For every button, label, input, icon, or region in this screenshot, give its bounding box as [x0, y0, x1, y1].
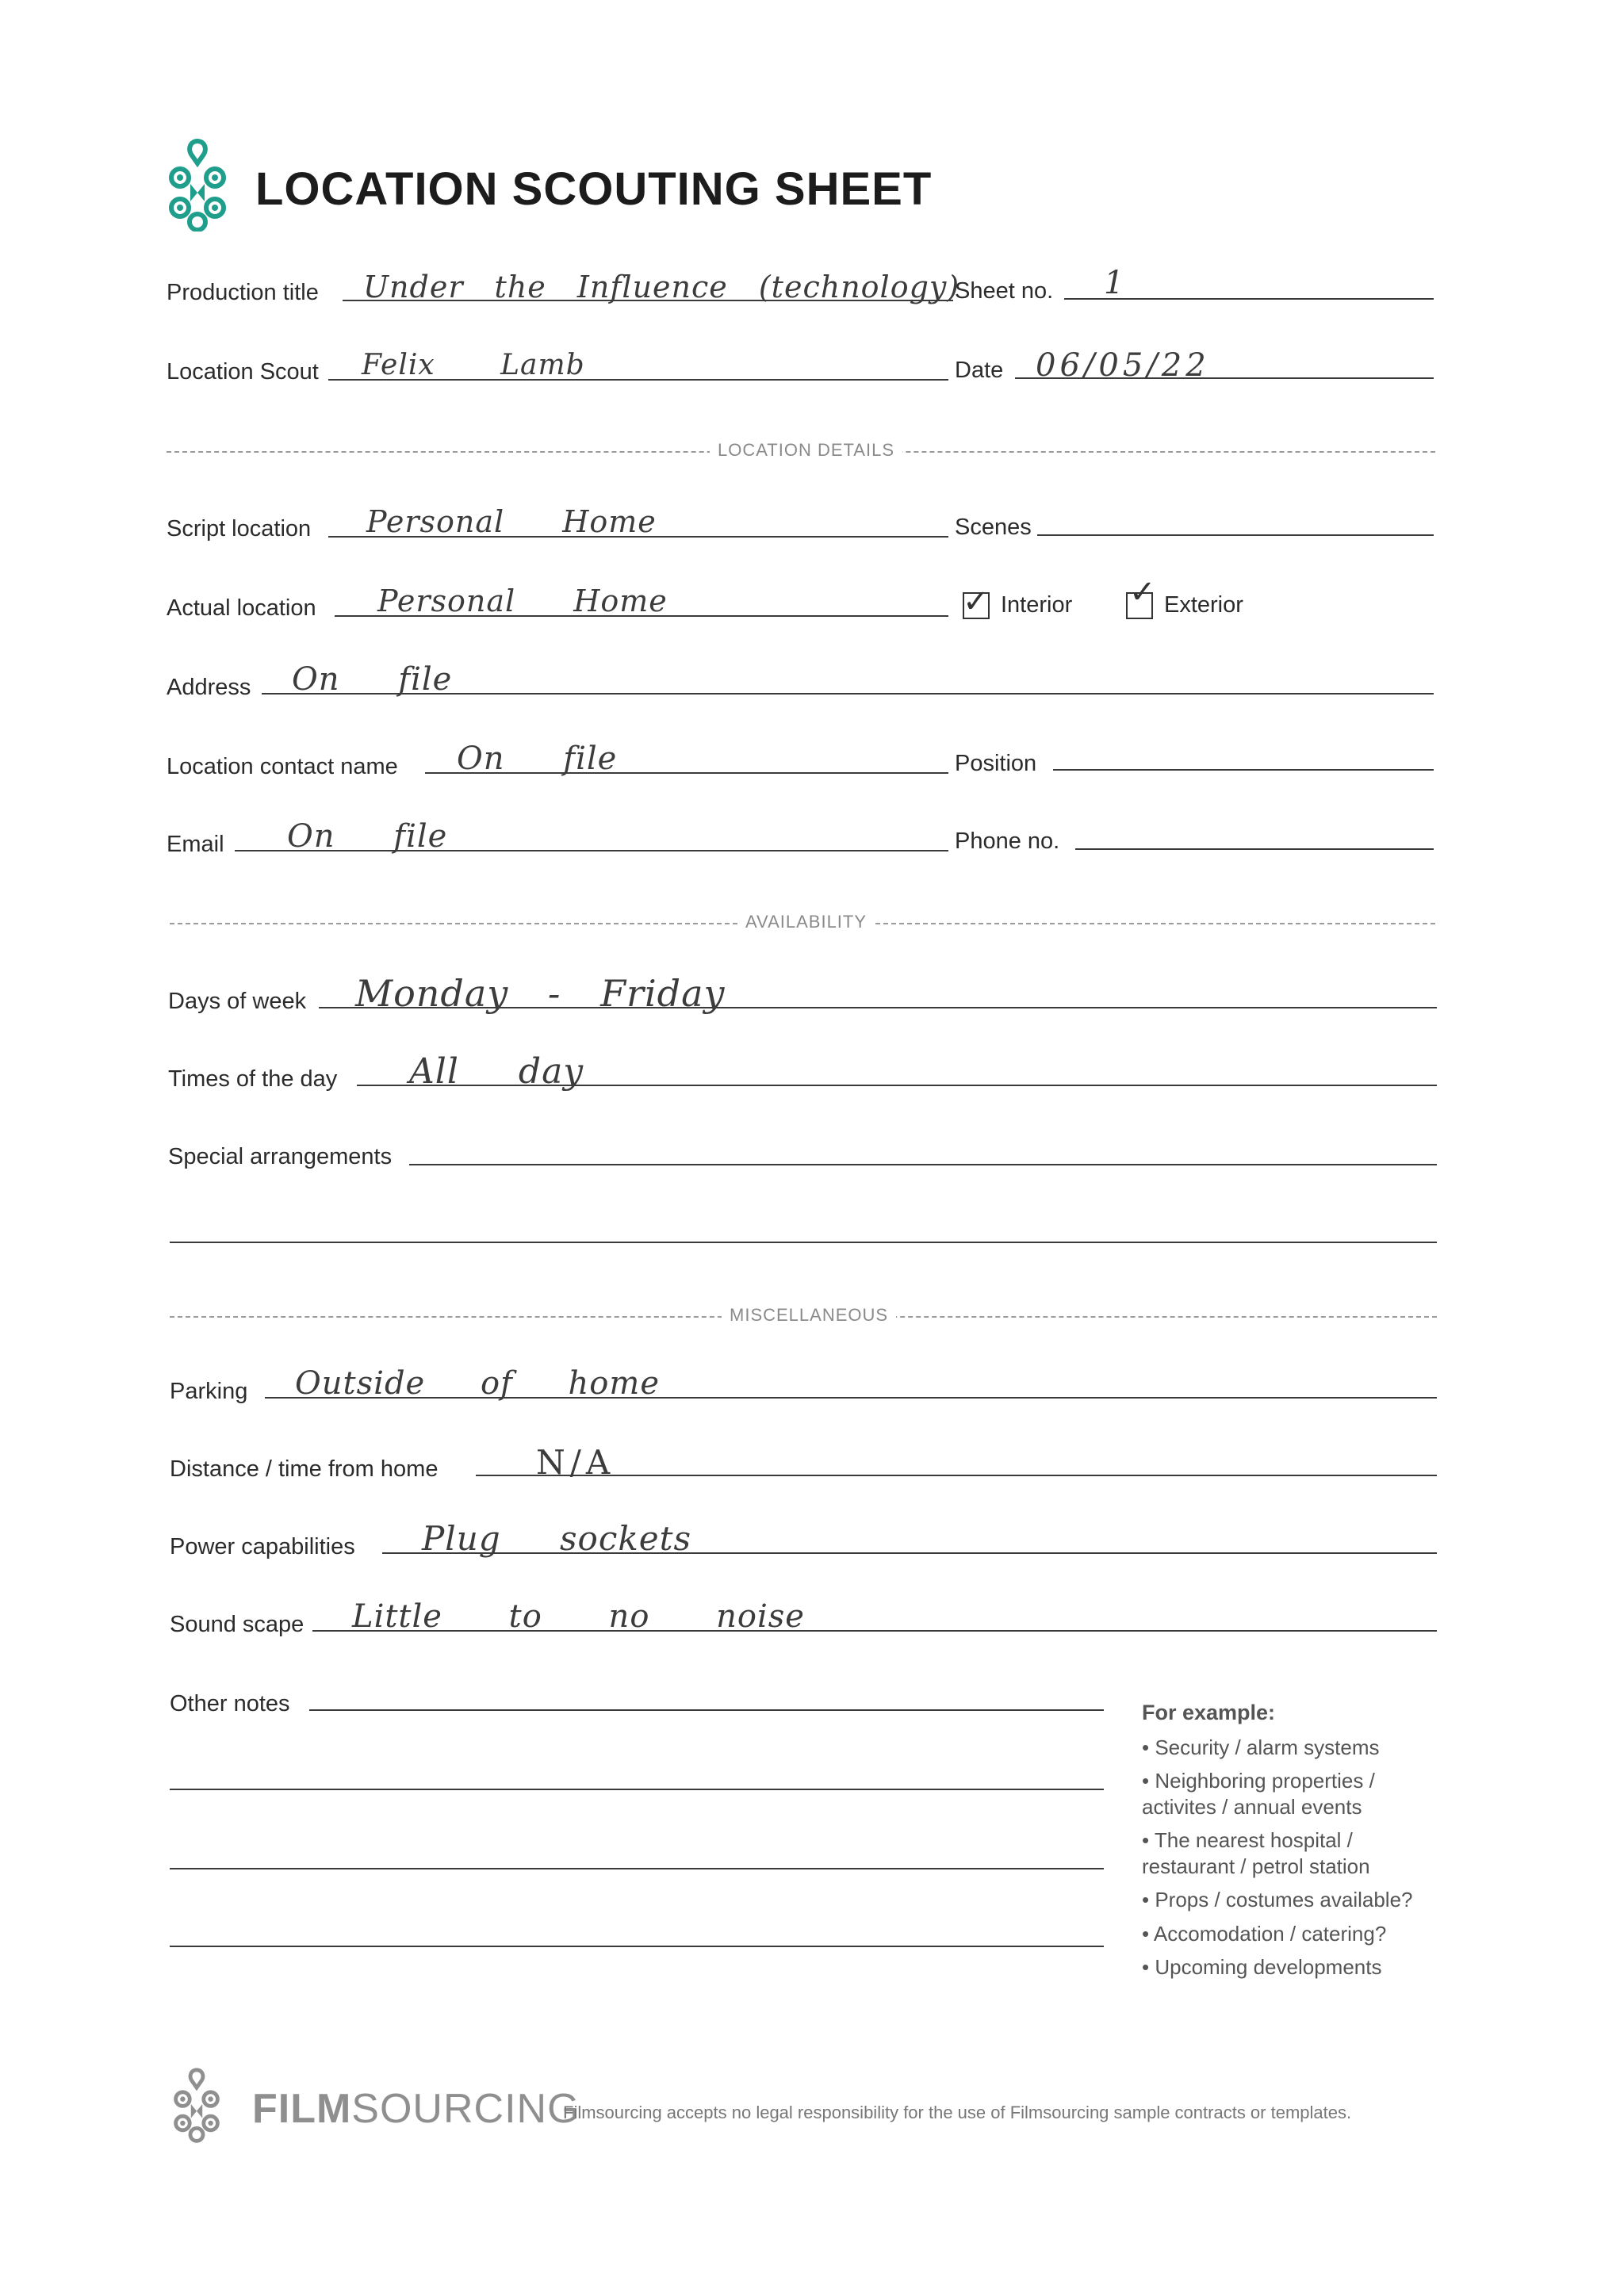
- section-location-details: LOCATION DETAILS: [710, 440, 902, 461]
- section-miscellaneous: MISCELLANEOUS: [722, 1305, 896, 1326]
- position-label: Position: [955, 751, 1037, 776]
- example-item: • Props / costumes available?: [1142, 1888, 1413, 1911]
- parking-field[interactable]: Outside of home: [295, 1365, 660, 1402]
- date-field[interactable]: 06/05/22: [1036, 347, 1210, 384]
- other-notes-line-4[interactable]: [170, 1946, 1104, 1947]
- parking-label: Parking: [170, 1379, 248, 1404]
- script-location-label: Script location: [167, 516, 312, 541]
- example-item: • Security / alarm systems: [1142, 1735, 1380, 1759]
- filmsourcing-footer-logo-icon: [168, 2064, 225, 2144]
- days-of-week-field[interactable]: Monday - Friday: [355, 972, 726, 1015]
- special-arrangements-label: Special arrangements: [168, 1144, 393, 1169]
- contact-name-field[interactable]: On file: [457, 740, 618, 777]
- example-item: • Accomodation / catering?: [1142, 1922, 1387, 1946]
- actual-location-label: Actual location: [167, 595, 316, 621]
- phone-label: Phone no.: [955, 828, 1060, 854]
- power-field[interactable]: Plug sockets: [422, 1519, 692, 1558]
- footer-disclaimer: Filmsourcing accepts no legal responsibility for the use of Filmsourcing sample contracts or templates.: [563, 2103, 1352, 2122]
- days-of-week-label: Days of week: [168, 989, 307, 1014]
- times-of-day-label: Times of the day: [168, 1066, 338, 1092]
- distance-label: Distance / time from home: [170, 1456, 439, 1482]
- exterior-label: Exterior: [1164, 592, 1243, 618]
- page-title: LOCATION SCOUTING SHEET: [255, 163, 933, 215]
- other-notes-label: Other notes: [170, 1691, 290, 1716]
- exterior-check-icon: ✓: [1129, 574, 1156, 610]
- email-label: Email: [167, 832, 224, 857]
- other-notes-line-2[interactable]: [170, 1789, 1104, 1790]
- soundscape-label: Sound scape: [170, 1612, 304, 1637]
- interior-check-icon: ✓: [963, 584, 990, 620]
- example-item: • The nearest hospital /: [1142, 1828, 1353, 1852]
- special-arrangements-line-2[interactable]: [170, 1242, 1437, 1243]
- date-label: Date: [955, 358, 1004, 383]
- example-item: activites / annual events: [1142, 1795, 1362, 1819]
- address-field[interactable]: On file: [292, 661, 453, 698]
- email-field[interactable]: On file: [287, 818, 448, 855]
- location-scout-field[interactable]: Felix Lamb: [362, 349, 585, 381]
- distance-field[interactable]: N/A: [536, 1443, 615, 1482]
- actual-location-field[interactable]: Personal Home: [377, 584, 668, 618]
- example-item: restaurant / petrol station: [1142, 1854, 1370, 1878]
- soundscape-field[interactable]: Little to no noise: [352, 1598, 805, 1635]
- example-item: • Upcoming developments: [1142, 1955, 1382, 1979]
- section-availability: AVAILABILITY: [737, 912, 875, 932]
- filmsourcing-logo-icon: [162, 136, 233, 232]
- sheet-no-field[interactable]: 1: [1104, 265, 1125, 301]
- production-title-label: Production title: [167, 280, 319, 305]
- examples-title: For example:: [1142, 1701, 1276, 1724]
- address-label: Address: [167, 675, 251, 700]
- power-label: Power capabilities: [170, 1534, 355, 1559]
- other-notes-line-3[interactable]: [170, 1868, 1104, 1869]
- footer-brand: FILMSOURCING: [252, 2086, 580, 2132]
- production-title-field[interactable]: Under the Influence (technology): [363, 270, 960, 304]
- location-scout-label: Location Scout: [167, 359, 319, 385]
- scenes-label: Scenes: [955, 515, 1032, 540]
- script-location-field[interactable]: Personal Home: [366, 504, 657, 539]
- sheet-no-label: Sheet no.: [955, 278, 1054, 304]
- interior-label: Interior: [1001, 592, 1073, 618]
- times-of-day-field[interactable]: All day: [409, 1051, 584, 1092]
- example-item: • Neighboring properties /: [1142, 1769, 1375, 1793]
- contact-name-label: Location contact name: [167, 754, 398, 779]
